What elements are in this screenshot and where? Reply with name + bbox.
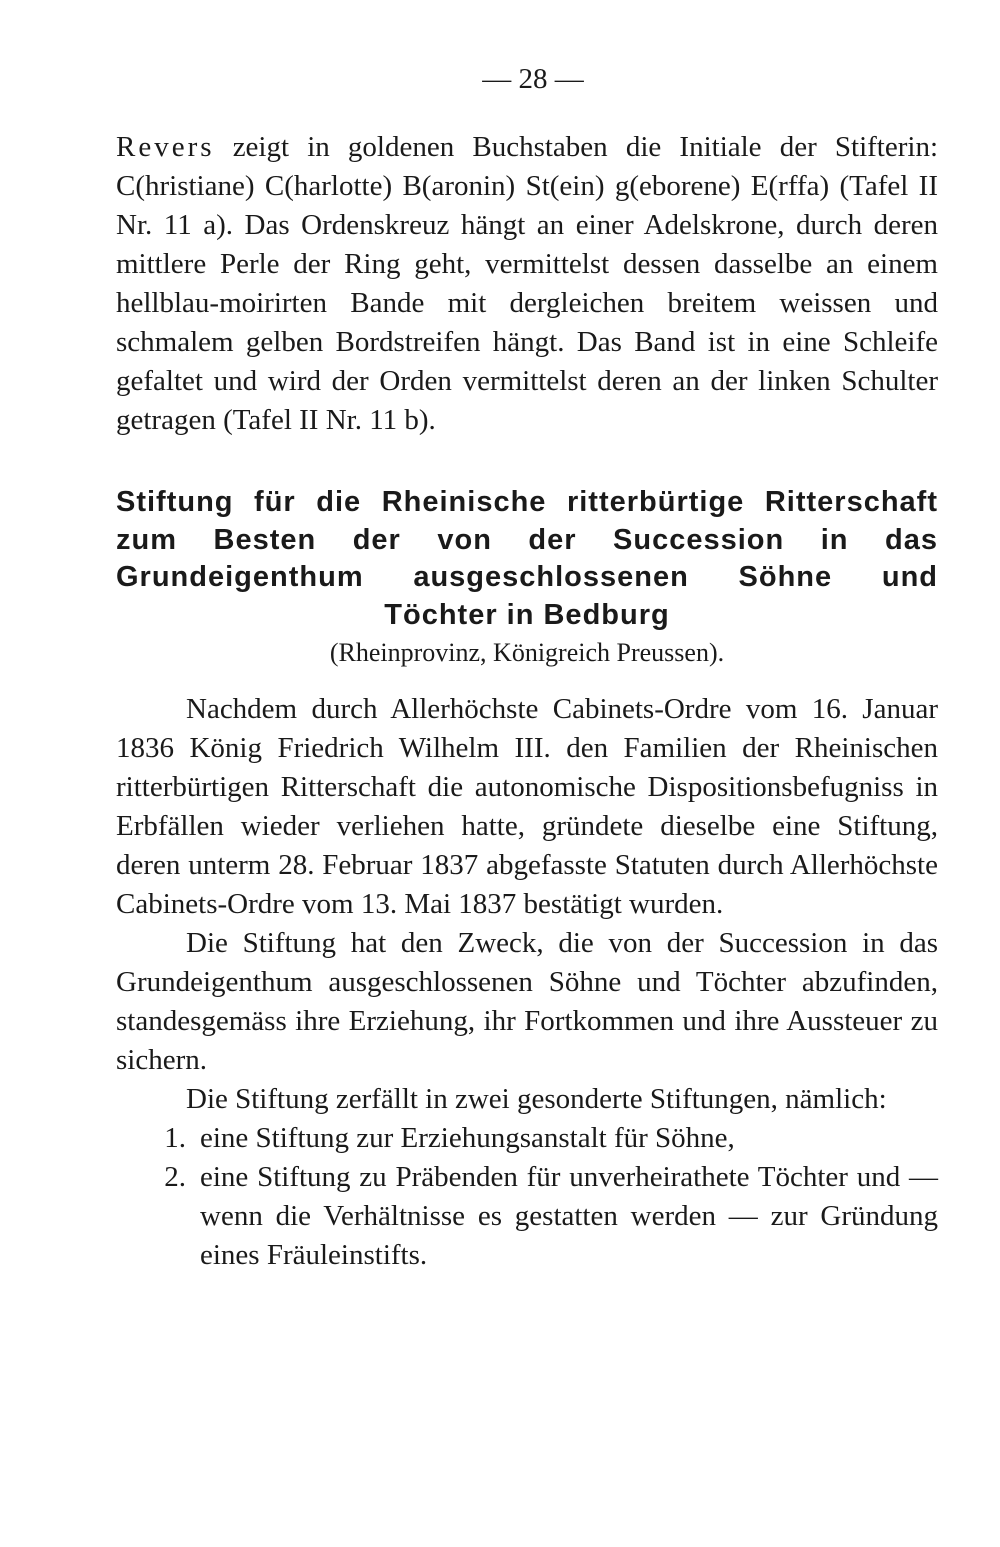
body-paragraph: Die Stiftung hat den Zweck, die von der Succession in das Grundeigenthum ausgeschlossenen Söhne und Töchter abzufinden, standesgemäss ihre Erziehung, ihr Fortkommen und ihre Aussteuer zu sichern. xyxy=(116,927,938,1076)
section-subtitle: (Rheinprovinz, Königreich Preussen). xyxy=(329,638,725,667)
numbered-list xyxy=(116,1119,938,1275)
document-page xyxy=(116,58,938,1275)
list-item xyxy=(116,1119,938,1158)
list-item xyxy=(116,1158,938,1275)
list-item-number: 1. xyxy=(164,1122,186,1154)
section-title: Stiftung für die Rheinische ritterbürtige Ritterschaft zum Besten der von der Succession in das Grundeigenthum ausgeschlossenen Söhne und Töchter in Bedburg xyxy=(116,486,938,631)
list-item-number: 2. xyxy=(164,1161,186,1193)
page-number: — 28 — xyxy=(482,63,584,95)
continuation-paragraph xyxy=(116,128,938,440)
list-item-text: eine Stiftung zu Präbenden für unverheirathete Töchter und — wenn die Verhältnisse es gestatten werden — zur Gründung eines Fräuleinstifts. xyxy=(200,1161,938,1271)
body-paragraph: Die Stiftung zerfällt in zwei gesonderte Stiftungen, nämlich: xyxy=(186,1083,887,1115)
continuation-text: zeigt in goldenen Buchstaben die Initiale der Stifterin: C(hristiane) C(harlotte) B(aronin) St(ein) g(eborene) E(rffa) (Tafel II Nr. 11 a). Das Ordenskreuz hängt an einer Adelskrone, durch deren mittlere Perle der Ring geht, vermittelst dessen dasselbe an einem hellblau-moirirten Bande mit dergleichen breitem weissen und schmalem gelben Bordstreifen hängt. Das Band ist in eine Schleife gefaltet und wird der Orden vermittelst deren an der linken Schulter getragen (Tafel II Nr. 11 b). xyxy=(116,131,938,436)
list-item-text: eine Stiftung zur Erziehungsanstalt für Söhne, xyxy=(200,1122,735,1154)
body-paragraph: Nachdem durch Allerhöchste Cabinets-Ordre vom 16. Januar 1836 König Friedrich Wilhelm III. den Familien der Rheinischen ritterbürtigen Ritterschaft die autonomische Dispositionsbefugniss in Erbfällen wieder verliehen hatte, gründete dieselbe eine Stiftung, deren unterm 28. Februar 1837 abgefasste Statuten durch Allerhöchste Cabinets-Ordre vom 13. Mai 1837 bestätigt wurden. xyxy=(116,693,938,920)
lead-word: Revers xyxy=(116,131,215,163)
